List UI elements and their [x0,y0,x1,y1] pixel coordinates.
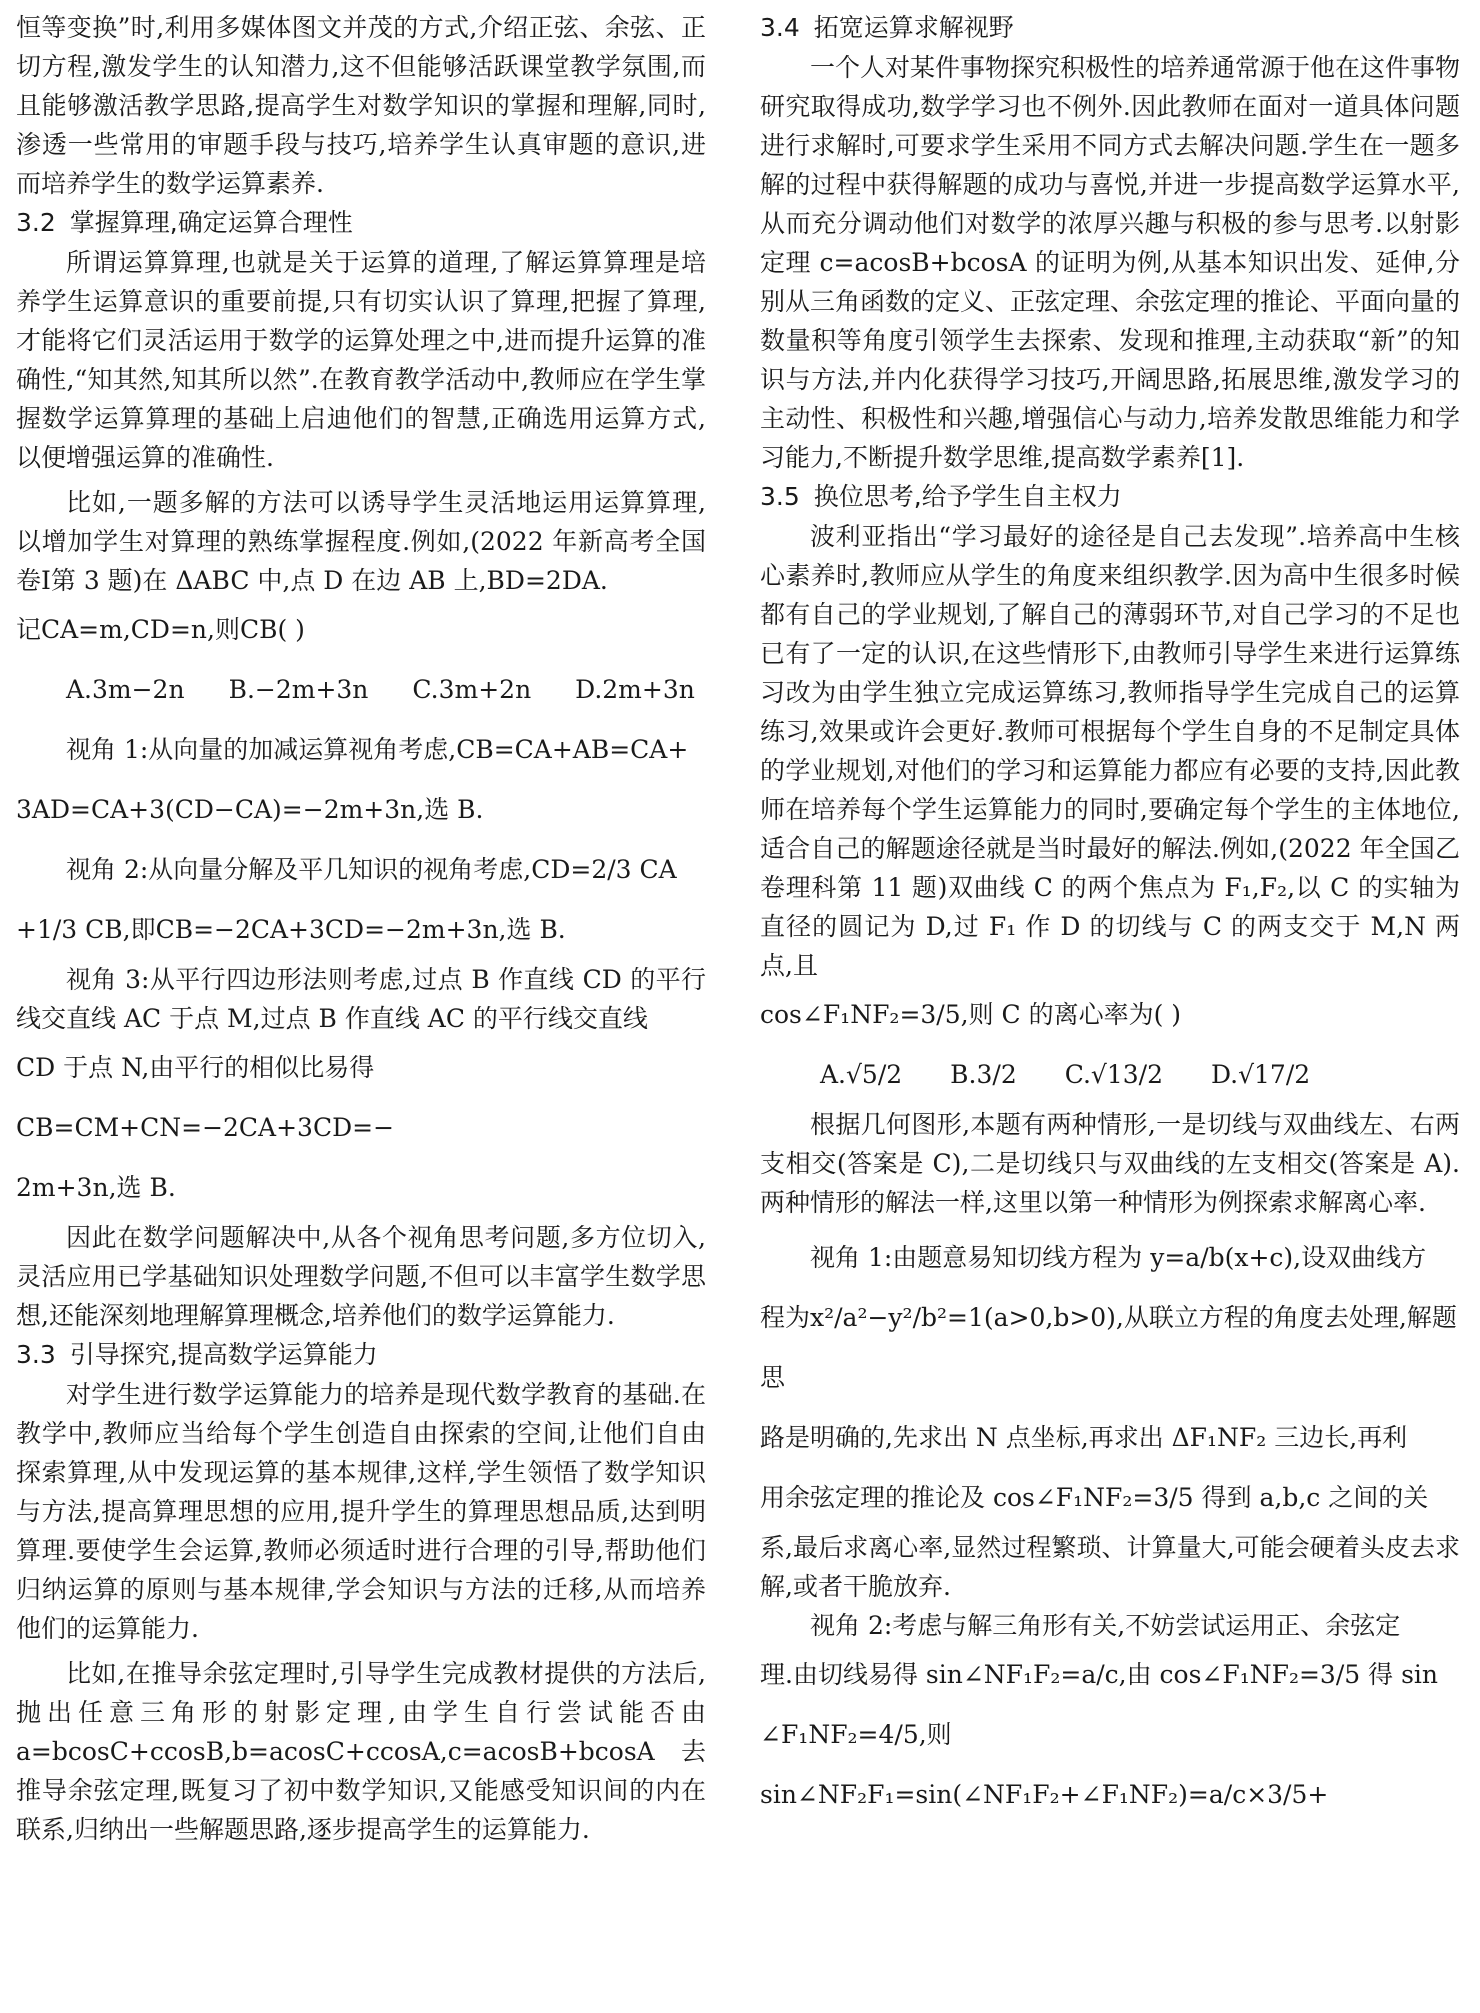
section-heading-3-5 [760,477,1460,517]
paragraph: 一个人对某件事物探究积极性的培养通常源于他在这件事物研究取得成功,数学学习也不例外.因此教师在面对一道具体问题进行求解时,可要求学生采用不同方式去解决问题.学生在一题多解的过程中获得解题的成功与喜悦,并进一步提高数学运算水平,从而充分调动他们对数学的浓厚兴趣与积极的参与思考.以射影定理 c=acosB+bcosA 的证明为例,从基本知识出发、延伸,分别从三角函数的定义、正弦定理、余弦定理的推论、平面向量的数量积等角度引领学生去探索、发现和推理,主动获取“新”的知识与方法,并内化获得学习技巧,开阔思路,拓展思维,激发学习的主动性、积极性和兴趣,增强信心与动力,培养发散思维能力和学习能力,不断提升数学思维,提高数学素养[1]. [760,53,1461,472]
left-column [16,8,706,1849]
option-a: A.3m−2n [66,675,185,704]
paragraph: 根据几何图形,本题有两种情形,一是切线与双曲线左、右两支相交(答案是 C),二是切线只与双曲线的左支相交(答案是 A).两种情形的解法一样,这里以第一种情形为例探索求解离心率. [760,1110,1460,1217]
solution-line: +1/3 CB,即CB=−2CA+3CD=−2m+3n,选 B. [16,915,566,944]
question-stem: 记CA=m,CD=n,则CB( ) [16,615,305,644]
section-title: 掌握算理,确定运算合理性 [69,208,353,237]
paragraph: 因此在数学问题解决中,从各个视角思考问题,多方位切入,灵活应用已学基础知识处理数学问题,不但可以丰富学生数学思想,还能深刻地理解算理概念,培养他们的数学运算能力. [16,1223,706,1330]
solution-line: 程为x²/a²−y²/b²=1(a>0,b>0),从联立方程的角度去处理,解题思 [760,1303,1457,1392]
section-heading-3-3 [16,1335,706,1375]
option-b: B.−2m+3n [228,675,369,704]
solution-line: 3AD=CA+3(CD−CA)=−2m+3n,选 B. [16,795,484,824]
paragraph: 所谓运算算理,也就是关于运算的道理,了解运算算理是培养学生运算意识的重要前提,只有切实认识了算理,把握了算理,才能将它们灵活运用于数学的运算处理之中,进而提升运算的准确性,“知其然,知其所以然”.在教育教学活动中,教师应在学生掌握数学运算算理的基础上启迪他们的智慧,正确选用运算方式,以便增强运算的准确性. [16,248,706,472]
option-b: B.3/2 [950,1060,1017,1089]
paragraph: 恒等变换”时,利用多媒体图文并茂的方式,介绍正弦、余弦、正切方程,激发学生的认知潜力,这不但能够活跃课堂教学氛围,而且能够激活教学思路,提高学生对数学知识的掌握和理解,同时,渗透一些常用的审题手段与技巧,培养学生认真审题的意识,进而培养学生的数学运算素养. [16,13,706,198]
section-number: 3.3 [16,1340,56,1369]
option-a: A.√5/2 [820,1060,903,1089]
solution-line: 路是明确的,先求出 N 点坐标,再求出 ΔF₁NF₂ 三边长,再利 [760,1423,1408,1452]
paragraph: 系,最后求离心率,显然过程繁琐、计算量大,可能会硬着头皮去求解,或者干脆放弃. [760,1533,1460,1601]
section-heading-3-4 [760,8,1460,48]
paragraph: 对学生进行数学运算能力的培养是现代数学教育的基础.在教学中,教师应当给每个学生创造自由探索的空间,让他们自由探索算理,从中发现运算的基本规律,这样,学生领悟了数学知识与方法,提高算理思想的应用,提升学生的算理思想品质,达到明算理.要使学生会运算,教师必须适时进行合理的引导,帮助他们归纳运算的原则与基本规律,学会知识与方法的迁移,从而培养他们的运算能力. [16,1380,706,1643]
question-stem: cos∠F₁NF₂=3/5,则 C 的离心率为( ) [760,1000,1182,1029]
solution-line: 视角 1:由题意易知切线方程为 y=a/b(x+c),设双曲线方 [810,1243,1427,1272]
solution-line: ∠F₁NF₂=4/5,则 sin∠NF₂F₁=sin(∠NF₁F₂+∠F₁NF₂)=a/c×3/5+ [760,1720,1329,1809]
solution-line: 视角 1:从向量的加减运算视角考虑,CB=CA+AB=CA+ [66,735,689,764]
paragraph: 波利亚指出“学习最好的途径是自己去发现”.培养高中生核心素养时,教师应从学生的角度来组织教学.因为高中生很多时候都有自己的学业规划,了解自己的薄弱环节,对自己学习的不足也已有了一定的认识,在这些情形下,由教师引导学生来进行运算练习改为由学生独立完成运算练习,教师指导学生完成自己的运算练习,效果或许会更好.教师可根据每个学生自身的不足制定具体的学业规划,对他们的学习和运算能力都应有必要的支持,因此教师在培养每个学生运算能力的同时,要确定每个学生的主体地位,适合自己的解题途径就是当时最好的解法.例如,(2022 年全国乙卷理科第 11 题)双曲线 C 的两个焦点为 F₁,F₂,以 C 的实轴为直径的圆记为 D,过 F₁ 作 D 的切线与 C 的两支交于 M,N 两点,且 [760,522,1460,980]
option-d: D.√17/2 [1211,1060,1311,1089]
solution-line: 视角 2:从向量分解及平几知识的视角考虑,CD=2/3 CA [66,855,677,884]
option-c: C.√13/2 [1064,1060,1163,1089]
section-title: 引导探究,提高数学运算能力 [69,1340,378,1369]
solution-line: CD 于点 N,由平行的相似比易得CB=CM+CN=−2CA+3CD=− [16,1053,395,1142]
solution-line: 视角 2:考虑与解三角形有关,不妨尝试运用正、余弦定 [810,1611,1401,1640]
solution-line: 理.由切线易得 sin∠NF₁F₂=a/c,由 cos∠F₁NF₂=3/5 得 sin [760,1660,1438,1689]
answer-options [16,660,706,720]
option-d: D.2m+3n [575,675,695,704]
paragraph: 视角 3:从平行四边形法则考虑,过点 B 作直线 CD 的平行线交直线 AC 于点 M,过点 B 作直线 AC 的平行线交直线 [16,965,706,1033]
paragraph: 比如,一题多解的方法可以诱导学生灵活地运用运算算理,以增加学生对算理的熟练掌握程度.例如,(2022 年新高考全国卷Ⅰ第 3 题)在 ΔABC 中,点 D 在边 AB 上,BD=2DA. [16,488,706,595]
solution-line: 2m+3n,选 B. [16,1173,176,1202]
section-title: 换位思考,给予学生自主权力 [813,482,1122,511]
section-number: 3.4 [760,13,800,42]
answer-options [760,1045,1460,1105]
solution-line: 用余弦定理的推论及 cos∠F₁NF₂=3/5 得到 a,b,c 之间的关 [760,1483,1429,1512]
right-column [760,8,1460,1825]
section-number: 3.2 [16,208,56,237]
option-c: C.3m+2n [412,675,532,704]
section-heading-3-2 [16,203,706,243]
section-title: 拓宽运算求解视野 [813,13,1014,42]
section-number: 3.5 [760,482,800,511]
paragraph: 比如,在推导余弦定理时,引导学生完成教材提供的方法后,抛出任意三角形的射影定理,由学生自行尝试能否由 a=bcosC+ccosB,b=acosC+ccosA,c=acosB+bcosA 去推导余弦定理,既复习了初中数学知识,又能感受知识间的内在联系,归纳出一些解题思路,逐步提高学生的运算能力. [16,1659,706,1844]
